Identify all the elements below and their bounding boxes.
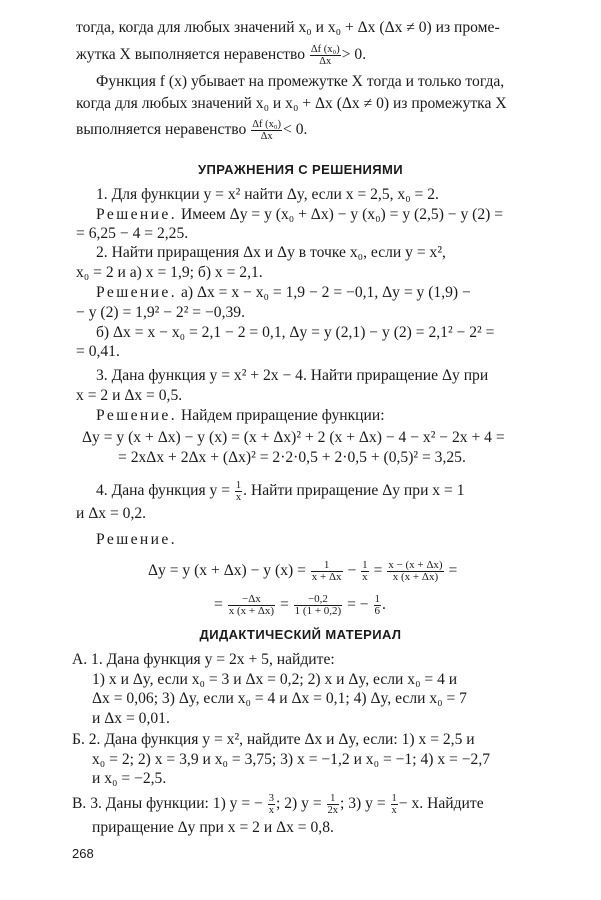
intro-line-5-text: выполняется неравенство: [76, 121, 247, 139]
fraction-1-over-x: [391, 793, 398, 816]
didactic-b-line-3: и x₀ = −2,5.: [92, 770, 167, 787]
solution-word: Решение.: [96, 407, 178, 424]
exercise-4-text: 4. Дана функция y =: [96, 482, 231, 500]
didactic-v-line-1: [72, 793, 484, 816]
equals-sign: =: [373, 562, 383, 580]
exercise-2-line-3: [96, 283, 471, 303]
didactic-a-line-3: Δx = 0,06; 3) Δy, если x₀ = 4 и Δx = 0,1; 4) Δy, если x₀ = 7: [92, 690, 467, 707]
equals-sign: =: [279, 596, 289, 614]
didactic-v-text-1: В. 3. Даны функции: 1) y = −: [72, 795, 263, 813]
equals-sign: =: [214, 596, 223, 614]
page-number: 268: [72, 846, 94, 861]
solution-word: Решение.: [96, 531, 178, 548]
didactic-v-line-2: приращение Δy при x = 2 и Δx = 0,8.: [92, 819, 334, 836]
didactic-v-text-2: ; 2) y =: [276, 795, 322, 813]
fraction-numerator: 3: [268, 793, 274, 804]
intro-line-4: когда для любых значений x₀ и x₀ + Δx (Δx ≠ 0) из промежутка X: [76, 95, 507, 112]
didactic-a-line-2: 1) x и Δy, если x₀ = 3 и Δx = 0,2; 2) x и Δy, если x₀ = 4 и: [92, 671, 458, 688]
fraction-denominator: x (x + Δx): [228, 605, 275, 617]
fraction-denominator: x: [362, 571, 368, 583]
solution-word: Решение.: [96, 284, 178, 301]
exercise-2-line-1: 2. Найти приращения Δx и Δy в точке x₀, если y = x²,: [96, 244, 446, 261]
didactic-a-line-4: и Δx = 0,01.: [92, 710, 170, 727]
exercise-2-line-6: = 0,41.: [76, 343, 120, 360]
intro-line-1: тогда, когда для любых значений x₀ и x₀ + Δx (Δx ≠ 0) из проме-: [76, 19, 500, 36]
didactic-v-text-4: − x. Найдите: [398, 795, 484, 813]
intro-line-3: Функция f (x) убывает на промежутке X тогда и только тогда,: [96, 73, 505, 90]
exercise-1-line-3: = 6,25 − 4 = 2,25.: [76, 225, 189, 242]
exercise-3-line-3: [96, 406, 385, 426]
fraction-numerator: 1: [330, 793, 336, 804]
exercise-1-solution: Имеем Δy = y (x₀ + Δx) − y (x₀) = y (2,5) − y (2) =: [180, 206, 504, 223]
exercise-3-formula-1: Δy = y (x + Δx) − y (x) = (x + Δx)² + 2 (x + Δx) − 4 − x² − 2x + 4 =: [82, 429, 505, 446]
fraction-denominator: Δx: [251, 130, 282, 142]
fraction-numerator: 1: [235, 480, 242, 491]
fraction-denominator: 6: [374, 605, 381, 617]
exercise-3-formula-2: = 2xΔx + 2Δx + (Δx)² = 2·2·0,5 + 2·0,5 + (0,5)² = 3,25.: [118, 449, 466, 466]
intro-line-5-end: < 0.: [283, 121, 308, 139]
didactic-b-line-1: Б. 2. Дана функция y = x², найдите Δx и Δy, если: 1) x = 2,5 и: [72, 731, 475, 748]
fraction-2: [361, 560, 369, 583]
fraction-denominator: 2x: [327, 805, 339, 816]
fraction-3: [387, 560, 443, 583]
section-title-exercises: УПРАЖНЕНИЯ С РЕШЕНИЯМИ: [198, 162, 403, 177]
exercise-1-line-2: [96, 205, 503, 225]
fraction-1: [311, 560, 343, 583]
fraction-denominator: x (x + Δx): [387, 571, 443, 583]
exercise-4-line-1: [96, 480, 465, 503]
exercise-2-line-5: б) Δx = x − x₀ = 2,1 − 2 = 0,1, Δy = y (2,1) − y (2) = 2,1² − 2² =: [96, 324, 495, 341]
period: .: [382, 596, 386, 614]
fraction-numerator: Δf (x₀): [252, 119, 281, 130]
exercise-4-text-end: . Найти приращение Δy при x = 1: [243, 482, 465, 500]
fraction-denominator: x: [391, 805, 397, 816]
didactic-v-text-3: ; 3) y =: [340, 795, 386, 813]
fraction-3-over-x: [268, 793, 275, 816]
fraction-1-over-2x: [327, 793, 340, 816]
fraction-5: [294, 594, 343, 617]
equals-sign: =: [448, 562, 458, 580]
intro-line-2-end: > 0.: [341, 46, 367, 64]
minus-sign: −: [347, 562, 357, 580]
fraction-denominator: 1 (1 + 0,2): [294, 605, 342, 617]
exercise-1-line-1: 1. Для функции y = x² найти Δy, если x = 2,5, x₀ = 2.: [96, 186, 439, 203]
fraction-numerator: 1: [391, 793, 397, 804]
fraction-delta-f-over-delta-x-2: [251, 119, 282, 142]
fraction-delta-f-over-delta-x: [310, 44, 341, 67]
fraction-denominator: Δx: [310, 55, 341, 67]
exercise-4-formula-1: [148, 560, 457, 583]
fraction-denominator: x: [235, 492, 242, 503]
fraction-numerator: 1: [362, 559, 368, 571]
intro-line-2: [76, 44, 366, 67]
section-title-didactic: ДИДАКТИЧЕСКИЙ МАТЕРИАЛ: [199, 627, 402, 642]
fraction-numerator: 1: [323, 559, 330, 571]
formula-lhs: Δy = y (x + Δx) − y (x) =: [148, 562, 306, 580]
solution-word: Решение.: [96, 206, 178, 223]
fraction-denominator: x: [268, 805, 274, 816]
exercise-3-solution-text: Найдем приращение функции:: [180, 407, 385, 424]
fraction-numerator: −Δx: [241, 593, 261, 605]
fraction-4: [228, 594, 275, 617]
exercise-2-line-2: x₀ = 2 и а) x = 1,9; б) x = 2,1.: [76, 264, 263, 281]
fraction-numerator: x − (x + Δx): [388, 559, 443, 571]
didactic-a-line-1: А. 1. Дана функция y = 2x + 5, найдите:: [72, 651, 335, 668]
fraction-numerator: −0,2: [307, 593, 328, 605]
exercise-4-formula-2: [214, 594, 386, 617]
exercise-2-solution-a: а) Δx = x − x₀ = 1,9 − 2 = −0,1, Δy = y (1,9) −: [180, 284, 471, 301]
exercise-4-line-2: и Δx = 0,2.: [76, 505, 147, 522]
exercise-3-line-1: 3. Дана функция y = x² + 2x − 4. Найти приращение Δy при: [96, 367, 489, 384]
exercise-2-line-4: − y (2) = 1,9² − 2² = −0,39.: [76, 304, 245, 321]
intro-line-5: [76, 119, 307, 142]
fraction-denominator: x + Δx: [311, 571, 342, 583]
intro-line-2-text: жутка X выполняется неравенство: [76, 46, 306, 64]
exercise-3-line-2: x = 2 и Δx = 0,5.: [76, 387, 183, 404]
fraction-6: [374, 594, 382, 617]
didactic-b-line-2: x₀ = 2; 2) x = 3,9 и x₀ = 3,75; 3) x = −1,2 и x₀ = −1; 4) x = −2,7: [92, 751, 491, 768]
fraction-numerator: Δf (x₀): [310, 44, 340, 55]
exercise-4-line-3: [96, 530, 177, 550]
fraction-one-over-x: [235, 480, 242, 503]
equals-minus: = −: [347, 596, 369, 614]
fraction-numerator: 1: [374, 593, 381, 605]
